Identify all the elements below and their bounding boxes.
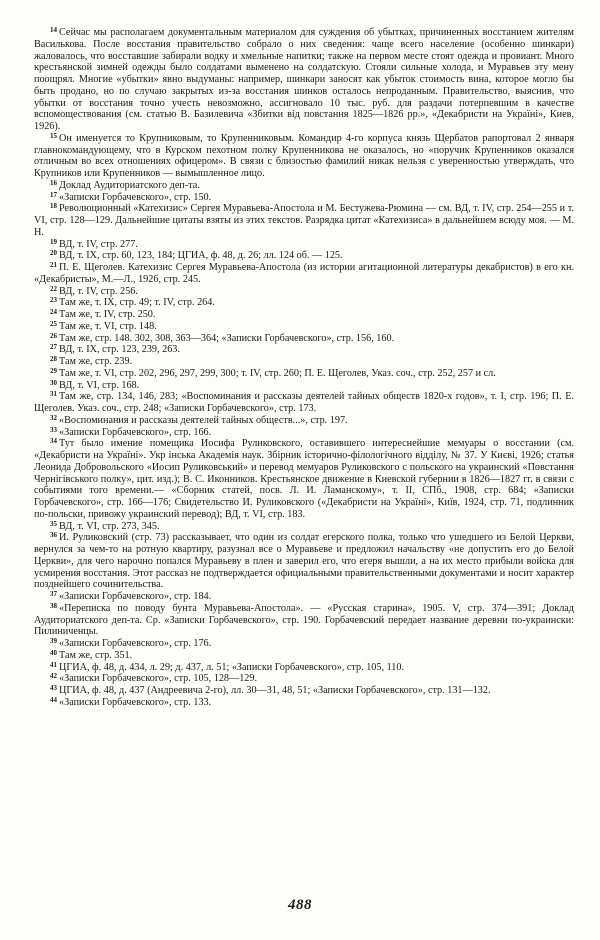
endnote: [34, 239, 574, 251]
endnote: [34, 321, 574, 333]
endnote-text: «Записки Горбачевского», стр. 166.: [59, 426, 212, 438]
endnote: [34, 673, 574, 685]
endnote-number: 27: [50, 343, 57, 352]
endnote: [34, 427, 574, 439]
endnote-number: 19: [50, 237, 57, 246]
endnote-number: 15: [50, 131, 57, 140]
endnote-number: 25: [50, 319, 57, 328]
endnote-text: Там же, т. IX, стр. 49; т. IV, стр. 264.: [59, 297, 215, 309]
endnote-number: 18: [50, 202, 57, 211]
endnote-number: 24: [50, 308, 57, 316]
endnote: [34, 415, 574, 427]
endnote: [34, 697, 574, 709]
endnote-text: ВД, т. VI, стр. 168.: [59, 379, 140, 391]
endnote-number: 29: [50, 366, 57, 375]
endnote: [34, 286, 574, 298]
endnote-text: П. Е. Щеголев. Катехизис Сергея Муравьева-Апостола (из истории агитационной литературы декабристов) в его кн. «Декабристы», М.—Л., 1926, стр. 245.: [34, 262, 574, 285]
page-number: 488: [288, 897, 312, 913]
endnote-text: «Записки Горбачевского», стр. 133.: [59, 696, 212, 708]
endnote-text: «Переписка по поводу бунта Муравьева-Апостола». — «Русская старина», 1905. V, стр. 374—391; Доклад Аудиториатского деп-та. Ср. «Записки Горбачевского», стр. 190. Горбачевский передает название деревни по-украински: Пилиниченцы.: [34, 602, 574, 638]
endnote-text: Доклад Аудиториатского деп-та.: [59, 179, 200, 191]
endnote-number: 34: [50, 437, 57, 446]
endnote-number: 43: [50, 684, 57, 692]
endnote-number: 37: [50, 590, 57, 598]
endnote: [34, 662, 574, 674]
endnote-text: Там же, т. IV, стр. 250.: [59, 309, 156, 320]
endnote-text: «Записки Горбачевского», стр. 176.: [59, 638, 212, 649]
endnote: [34, 180, 574, 192]
endnote-text: ЦГИА, ф. 48, д. 437 (Андреевича 2-го), лл. 30—31, 48, 51; «Записки Горбачевского», стр. 131—132.: [59, 685, 491, 696]
endnote-text: Революционный «Катехизис» Сергея Муравьева-Апостола и М. Бестужева-Рюмина — см. ВД, т. IV, стр. 254—255 и т. VI, стр. 128—129. Дальнейшие цитаты взяты из этих текстов. Разрядка цитат «Катехизиса» в дальнейшем всюду моя. — М. Н.: [34, 203, 574, 238]
endnote: [34, 603, 574, 638]
endnote-text: Там же, стр. 351.: [59, 649, 133, 661]
endnote-text: «Записки Горбачевского», стр. 184.: [59, 591, 212, 602]
endnote: [34, 391, 574, 415]
endnote: [34, 685, 574, 697]
endnote-number: 14: [50, 26, 57, 34]
endnote: [34, 250, 574, 262]
endnote-number: 36: [50, 531, 57, 540]
endnote-text: Он именуется то Крупниковым, то Крупенниковым. Командир 4-го корпуса князь Щербатов рапортовал 2 января главнокомандующему, что в Курском пехотном полку Крупенникова не оказалось, но «поручик Крупенников оказался отличным во всех отношениях офицером». В связи с близостью фамилий никак нельзя с уверенностью утверждать, что Крупников или Крупенников — вымышленное лицо.: [34, 132, 574, 179]
endnote-number: 16: [50, 178, 57, 187]
endnotes-list: [34, 27, 574, 709]
endnote: [34, 650, 574, 662]
endnote: [34, 262, 574, 286]
endnote: [34, 380, 574, 392]
endnote-number: 17: [50, 190, 57, 199]
endnote-text: Там же, стр. 239.: [59, 356, 133, 367]
endnote: [34, 27, 574, 133]
endnote-text: Там же, т. VI, стр. 202, 296, 297, 299, 300; т. IV, стр. 260; П. Е. Щеголев, Указ. соч., стр. 252, 257 и сл.: [59, 367, 496, 379]
endnote: [34, 297, 574, 309]
endnote-number: 41: [50, 660, 57, 669]
endnote: [34, 333, 574, 345]
endnote-number: 38: [50, 601, 57, 610]
endnote: [34, 203, 574, 238]
endnote-number: 39: [50, 637, 57, 645]
endnote-text: ВД, т. IX, стр. 123, 239, 263.: [59, 344, 180, 356]
endnote: [34, 438, 574, 520]
endnote-text: Там же, т. VI, стр. 148.: [59, 320, 157, 332]
endnote: [34, 344, 574, 356]
endnote: [34, 521, 574, 533]
endnote: [34, 591, 574, 603]
endnote-text: ВД, т. IX, стр. 60, 123, 184; ЦГИА, ф. 48, д. 26; лл. 124 об. — 125.: [59, 250, 343, 262]
endnote-text: ЦГИА, ф. 48, д. 434, л. 29; д. 437, л. 51; «Записки Горбачевского», стр. 105, 110.: [59, 661, 405, 673]
endnote-text: «Воспоминания и рассказы деятелей тайных обществ...», стр. 197.: [59, 414, 348, 426]
endnote: [34, 309, 574, 321]
endnote-text: ВД, т. IV, стр. 277.: [59, 238, 138, 250]
endnote: [34, 356, 574, 368]
endnote-number: 32: [50, 413, 57, 422]
endnote-number: 40: [50, 648, 57, 657]
endnote-number: 28: [50, 355, 57, 363]
endnote-text: Сейчас мы располагаем документальным материалом для суждения об убытках, причиненных восстанием жителям Василькова. После восстания правительство собрало о них сведения: чаще всего население (особенно шинкари) жаловалось, что восставшие забирали водку и хмельные напитки; также на первом месте стоят одежда и провиант. Много крестьянской зимней одежды было солдатами выменено на солдатскую. Стояли сильные холода, и Муравьев эту мену поощрял. Многие «убытки» явно выдуманы: например, шинкари заносят как убыток стоимость вина, которое могло бы быть продано, но по случаю закрытых из-за восстания шинков осталось непроданным. Правительство, выяснив, что убытки от восстания точно учесть невозможно, ассигновало 10 тыс. руб. для раздачи потерпевшим в качестве вспомоществования (см. статью В. Базилевича «Збитки від повстання 1825—1826 рр.», «Декабристи на Україні», Киев, 1926).: [34, 27, 574, 132]
endnote-number: 30: [50, 378, 57, 387]
endnote: [34, 532, 574, 591]
endnote-text: Там же, стр. 148. 302, 308, 363—364; «Записки Горбачевского», стр. 156, 160.: [59, 332, 395, 344]
endnote-number: 31: [50, 390, 57, 399]
endnote-number: 23: [50, 296, 57, 305]
endnote-number: 22: [50, 284, 57, 293]
endnote: [34, 133, 574, 180]
endnote-text: «Записки Горбачевского», стр. 105, 128—129.: [59, 673, 258, 685]
endnote-number: 42: [50, 672, 57, 681]
endnote-text: Тут было имение помещика Иосифа Руликовского, оставившего интереснейшие мемуары о восстании (см. «Декабристи на Україні». Укр інська Академія наук. Збірник історично-філологічного відділу, № 37. У Києві, 1926; статья Леонида Добровольского «Иосип Руликовський» и перевод мемуаров Руликовского с польского на украинский «Повстання Чернігівського полку», цит. изд.); В. С. Иконников. Крестьянское движение в Киевской губернии в 1826—1827 гг. в связи с событиями того времени.— «Сборник статей, посв. Л. И. Ламанскому», т. II, СПб., 1908, стр. 684; «Записки Горбачевского», стр. 166—176; Свидетельство И. Руликовского («Декабристи на Україні», Київ, 1924, стр. 71, подлинник по-польски, привожу украинский перевод); ВД, т. VI, стр. 183.: [34, 438, 574, 520]
endnote: [34, 192, 574, 204]
endnote-number: 21: [50, 261, 57, 269]
endnote-number: 20: [50, 249, 57, 258]
endnote-text: «Записки Горбачевского», стр. 150.: [59, 191, 212, 203]
endnote-number: 26: [50, 331, 57, 340]
endnote-number: 35: [50, 519, 57, 528]
endnote-text: ВД, т. VI, стр. 273, 345.: [59, 520, 160, 532]
endnote-number: 44: [50, 695, 57, 704]
endnote-text: ВД, т. IV, стр. 256.: [59, 285, 138, 297]
endnote-text: Там же, стр. 134, 146, 283; «Воспоминания и рассказы деятелей тайных обществ 1820-х годов», т. I, стр. 196; П. Е. Щеголев. Указ. соч., стр. 248; «Записки Горбачевского», стр. 173.: [34, 391, 574, 414]
endnote-number: 33: [50, 425, 57, 434]
endnote: [34, 368, 574, 380]
endnote-text: И. Руликовский (стр. 73) рассказывает, что один из солдат егерского полка, только что ушедшего из Белой Церкви, вернулся за чем-то на ротную квартиру, разузнал все о Муравьеве и предложил начальству «не допустить его до Белой Церкви», для чего нарочно попался Муравьеву в плен и заверил его, что егеря вышли, а на их место прибыли войска для усмирения восстания. Этот рассказ не подтверждается официальными правительственными документами и носит характер позднейшего сочинительства.: [34, 532, 574, 591]
endnote: [34, 638, 574, 650]
